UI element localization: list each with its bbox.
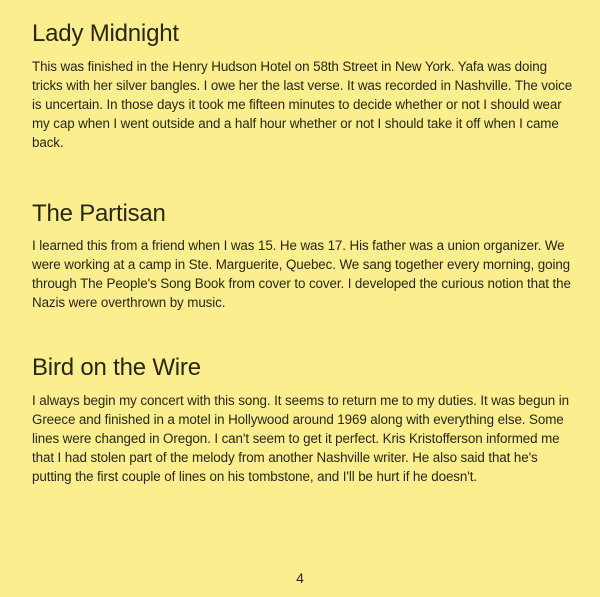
song-note-text: I learned this from a friend when I was 15. He was 17. His father was a union organizer. We were working at a camp in Ste. Marguerite, Quebec. We sang together every morning, going through The People's Song Book from cover to cover. I developed the curious notion that the Nazis were overthrown by music.	[32, 238, 571, 310]
song-note-bird-on-the-wire	[32, 354, 577, 486]
song-note-text: This was finished in the Henry Hudson Hotel on 58th Street in New York. Yafa was doing tricks with her silver bangles. I owe her the last verse. It was recorded in Nashville. The voice is uncertain. In those days it took me fifteen minutes to decide whether or not I should wear my cap when I went outside and a half hour whether or not I should take it off when I came back.	[32, 59, 573, 150]
song-note-the-partisan	[32, 200, 577, 312]
song-note-text: I always begin my concert with this song. It seems to return me to my duties. It was begun in Greece and finished in a motel in Hollywood around 1969 along with everything else. Some lines were changed in Oregon. I can't seem to get it perfect. Kris Kristofferson informed me that I had stolen part of the melody from another Nashville writer. He also said that he's putting the first couple of lines on his tombstone, and I'll be hurt if he doesn't.	[32, 393, 569, 484]
song-note-lady-midnight	[32, 20, 577, 152]
page-number: 4	[296, 570, 304, 586]
song-title: Bird on the Wire	[32, 354, 201, 381]
song-title: Lady Midnight	[32, 20, 179, 47]
song-title: The Partisan	[32, 200, 166, 227]
